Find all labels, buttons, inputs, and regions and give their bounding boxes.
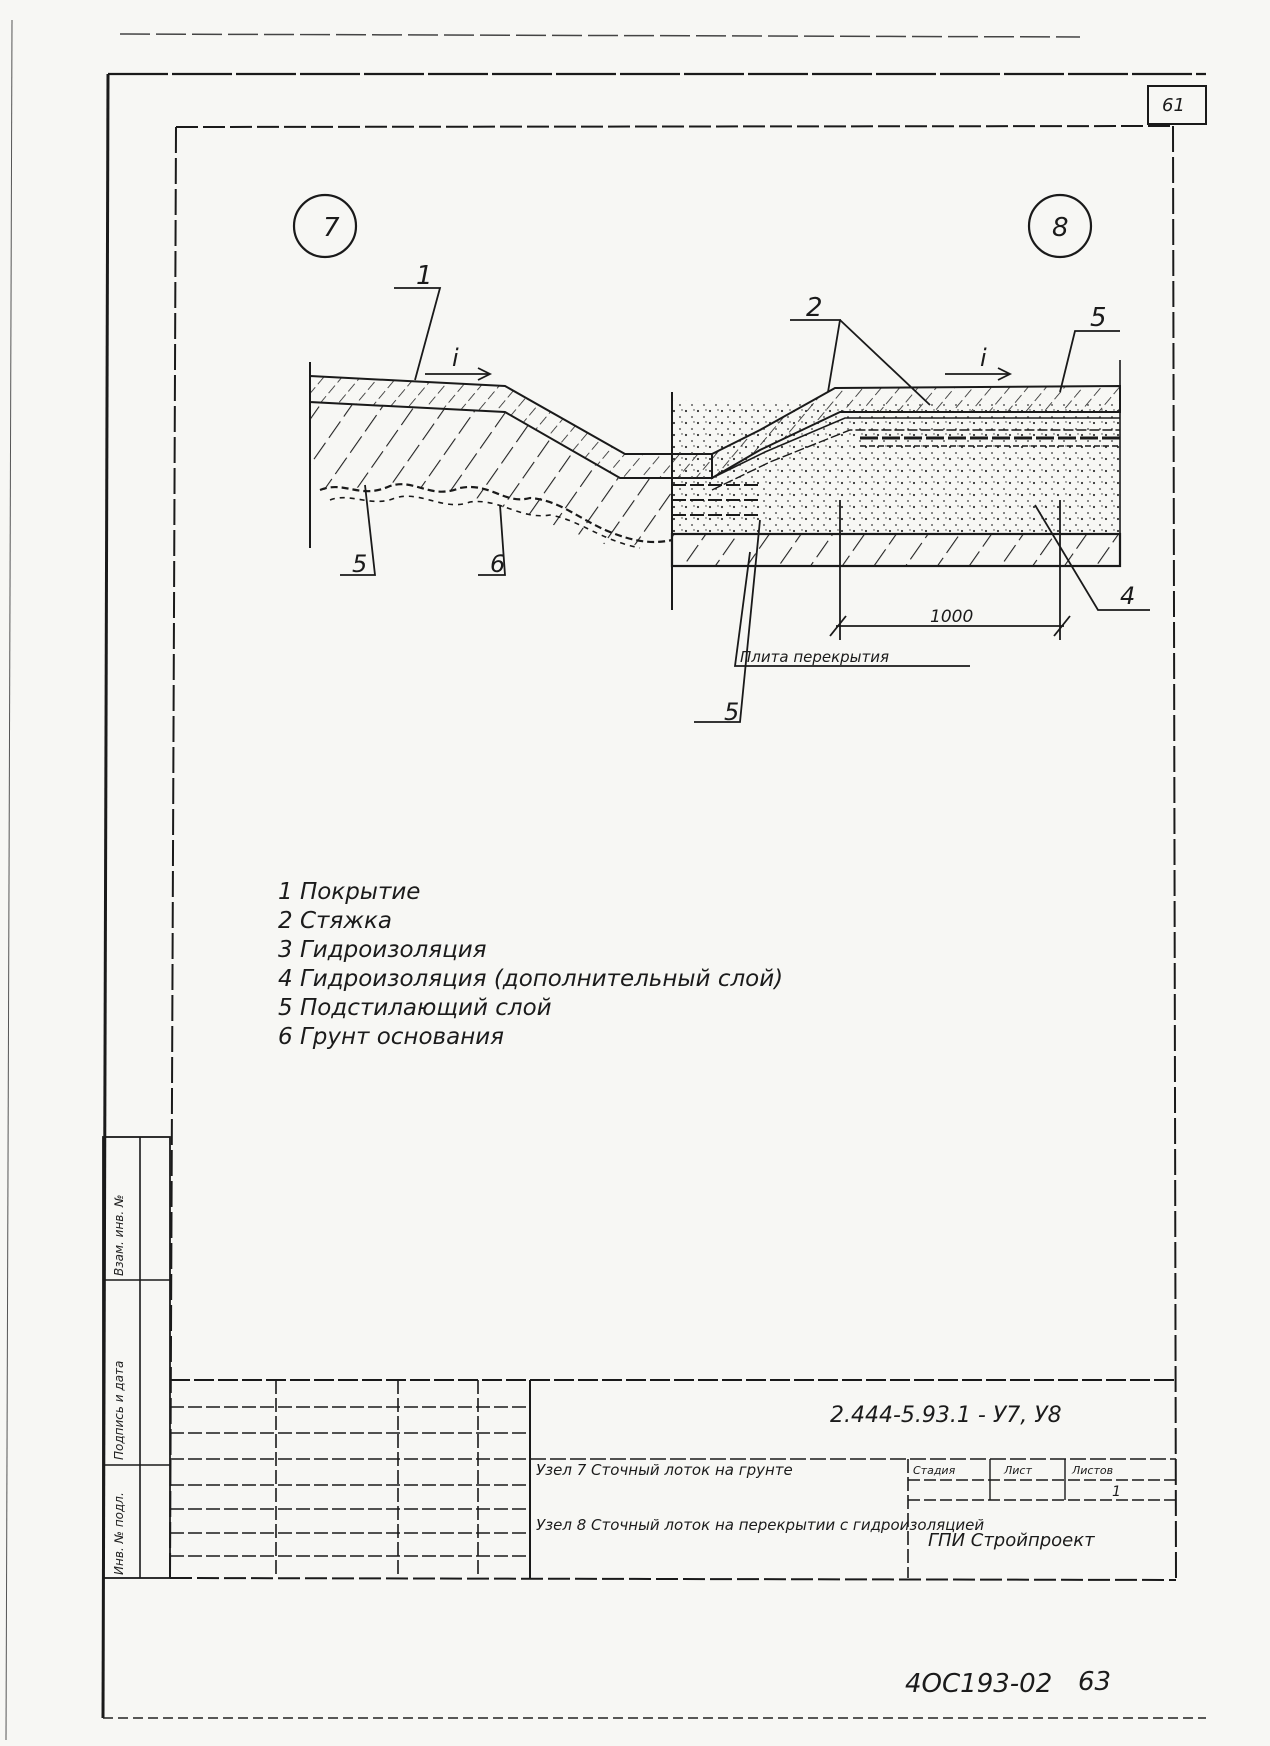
legend-item-underlayer: 5 Подстилающий слой — [278, 995, 552, 1021]
callout-1: 1 — [416, 261, 433, 291]
node-8-label: 8 — [1052, 213, 1069, 243]
sheets-value: 1 — [1112, 1484, 1121, 1500]
legend-item-waterproofing: 3 Гидроизоляция — [278, 937, 487, 963]
node-7-label: 7 — [323, 213, 340, 243]
callout-2: 2 — [806, 293, 823, 323]
footer-page: 63 — [1078, 1667, 1112, 1697]
legend-item-screed: 2 Стяжка — [278, 908, 392, 934]
callout-4: 4 — [1120, 582, 1136, 610]
title-node-8: Узел 8 Сточный лоток на перекрытии с гидроизоляцией — [536, 1516, 985, 1534]
callout-6: 6 — [490, 550, 506, 578]
side-label-sign-date: Подпись и дата — [112, 1360, 126, 1460]
col-stage: Стадия — [913, 1464, 956, 1477]
organization: ГПИ Стройпроект — [928, 1530, 1095, 1551]
col-sheets: Листов — [1072, 1464, 1114, 1477]
legend — [278, 878, 783, 1052]
doc-code: 2.444-5.93.1 - У7, У8 — [830, 1403, 1062, 1428]
legend-item-subgrade: 6 Грунт основания — [278, 1024, 505, 1050]
legend-item-covering: 1 Покрытие — [278, 879, 421, 905]
side-label-inv-no: Инв. № подл. — [112, 1492, 126, 1575]
col-sheet: Лист — [1004, 1464, 1032, 1477]
callout-5-bottom: 5 — [724, 698, 740, 726]
dimension-label: 1000 — [930, 607, 974, 627]
callout-5-left: 5 — [352, 550, 368, 578]
sheet-corner-number: 61 — [1162, 95, 1185, 116]
side-label-replace-inv: Взам. инв. № — [112, 1194, 126, 1276]
legend-item-extra-waterproofing: 4 Гидроизоляция (дополнительный слой) — [278, 966, 784, 992]
footer-number: 4OC193-02 — [905, 1669, 1053, 1699]
slope-right-label: i — [980, 344, 987, 372]
slab-label: Плита перекрытия — [740, 648, 890, 666]
slope-left-label: i — [452, 344, 459, 372]
callout-5-top: 5 — [1090, 303, 1107, 333]
title-node-7: Узел 7 Сточный лоток на грунте — [536, 1461, 793, 1479]
